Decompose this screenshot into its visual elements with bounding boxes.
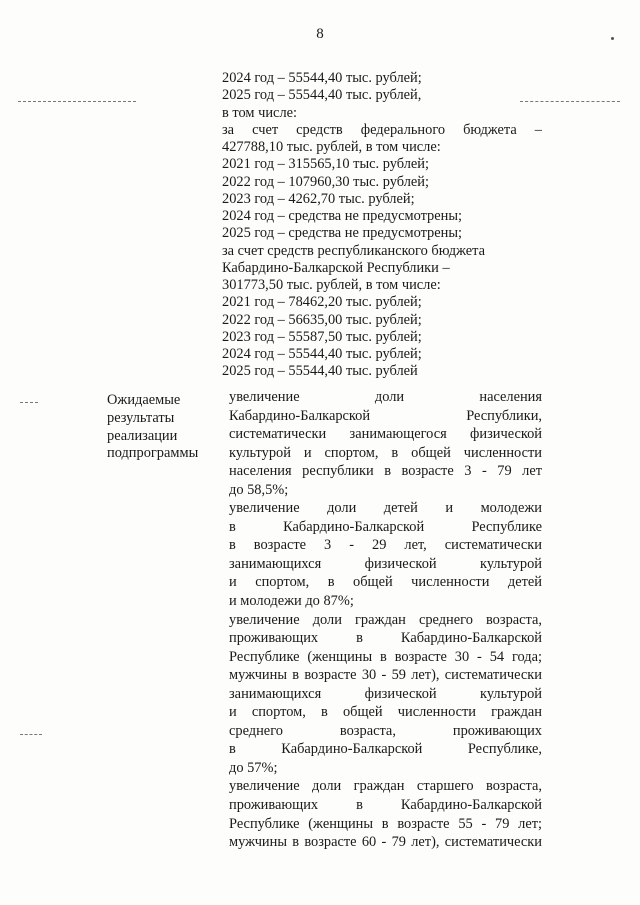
results-line: занимающихся физической культурой	[229, 555, 542, 572]
funding-line: 2025 год – средства не предусмотрены;	[222, 225, 462, 242]
results-line: проживающих в Кабардино-Балкарской	[229, 797, 542, 814]
expected-results-text	[229, 388, 542, 852]
funding-line: 2023 год – 55587,50 тыс. рублей;	[222, 328, 422, 345]
funding-line: за счет средств федерального бюджета –	[222, 121, 542, 138]
results-line: и спортом, в общей численности граждан	[229, 704, 542, 721]
results-line: до 57%;	[229, 759, 278, 776]
section-label-line: результаты	[107, 409, 175, 426]
funding-line: 2021 год – 315565,10 тыс. рублей;	[222, 156, 429, 173]
results-line: в Кабардино-Балкарской Республике	[229, 518, 542, 535]
results-line: проживающих в Кабардино-Балкарской	[229, 630, 542, 647]
section-label-line: Ожидаемые	[107, 392, 181, 408]
scan-artifact-dash	[18, 101, 136, 102]
results-line: населения республики в возрасте 3 - 79 лет	[229, 463, 542, 480]
funding-line: 2024 год – 55544,40 тыс. рублей;	[222, 346, 422, 362]
funding-line: 2025 год – 55544,40 тыс. рублей	[222, 363, 418, 380]
results-line: Республике (женщины в возрасте 30 - 54 года;	[229, 648, 542, 665]
results-line: и спортом, в общей численности детей	[229, 574, 542, 591]
results-line: систематически занимающегося физической	[229, 426, 542, 443]
funding-line: 2025 год – 55544,40 тыс. рублей,	[222, 87, 422, 104]
funding-line: 2022 год – 56635,00 тыс. рублей;	[222, 311, 422, 328]
results-line: увеличение доли детей и молодежи	[229, 500, 542, 517]
section-label-line: реализации	[107, 427, 178, 444]
results-line: среднего возраста, проживающих	[229, 722, 542, 739]
results-line: и молодежи до 87%;	[229, 593, 354, 610]
funding-line: 301773,50 тыс. рублей, в том числе:	[222, 277, 441, 293]
funding-line: 2024 год – средства не предусмотрены;	[222, 208, 462, 224]
funding-line: 427788,10 тыс. рублей, в том числе:	[222, 139, 441, 155]
results-line: Республике (женщины в возрасте 55 - 79 лет;	[229, 815, 542, 832]
funding-line: 2023 год – 4262,70 тыс. рублей;	[222, 190, 415, 207]
results-line: Кабардино-Балкарской Республики,	[229, 407, 542, 424]
results-line: мужчины в возрасте 30 - 59 лет), систематически	[229, 667, 542, 684]
results-line: в Кабардино-Балкарской Республике,	[229, 741, 542, 758]
results-line: до 58,5%;	[229, 481, 289, 498]
results-line: в возрасте 3 - 29 лет, систематически	[229, 537, 542, 554]
results-line: увеличение доли населения	[229, 389, 542, 405]
section-label-line: подпрограммы	[107, 445, 199, 462]
results-line: мужчины в возрасте 60 - 79 лет), систематически	[229, 834, 542, 851]
funding-line: Кабардино-Балкарской Республики –	[222, 259, 450, 276]
results-line: занимающихся физической культурой	[229, 685, 542, 702]
results-line: увеличение доли граждан среднего возраста,	[229, 611, 542, 628]
funding-line: 2024 год – 55544,40 тыс. рублей;	[222, 70, 422, 86]
scan-artifact-mark	[611, 37, 614, 40]
funding-sources	[222, 70, 542, 381]
section-label-expected-results	[107, 392, 217, 463]
funding-line: 2022 год – 107960,30 тыс. рублей;	[222, 173, 429, 190]
page-number: 8	[316, 26, 324, 42]
scan-artifact-dash	[20, 402, 38, 403]
funding-line: 2021 год – 78462,20 тыс. рублей;	[222, 294, 422, 311]
funding-line: за счет средств республиканского бюджета	[222, 242, 486, 259]
scan-artifact-dash	[20, 734, 42, 735]
funding-line: в том числе:	[222, 104, 298, 121]
results-line: культурой и спортом, в общей численности	[229, 444, 542, 461]
results-line: увеличение доли граждан старшего возраста,	[229, 778, 542, 795]
